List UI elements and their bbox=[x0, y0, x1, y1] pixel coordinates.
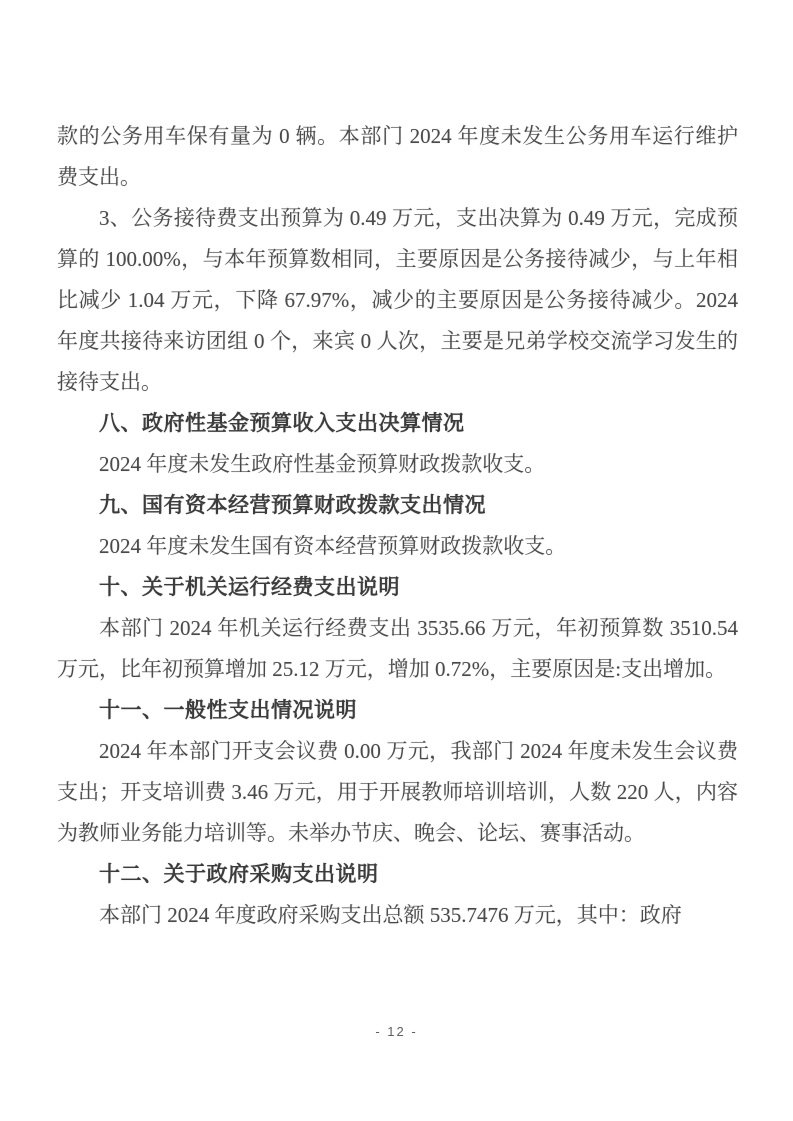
paragraph-agency-operating-expense: 本部门 2024 年机关运行经费支出 3535.66 万元，年初预算数 3510.54 万元，比年初预算增加 25.12 万元，增加 0.72%，主要原因是:支出增加。 bbox=[57, 616, 738, 681]
page-footer bbox=[0, 1024, 793, 1039]
paragraph-general-expense: 2024 年本部门开支会议费 0.00 万元，我部门 2024 年度未发生会议费支出；开支培训费 3.46 万元，用于开展教师培训培训，人数 220 人，内容为教师业务能力培训等。未举办节庆、晚会、论坛、赛事活动。 bbox=[57, 739, 738, 845]
section-heading-general-expense: 十一、一般性支出情况说明 bbox=[99, 698, 357, 722]
paragraph-government-procurement: 本部门 2024 年度政府采购支出总额 535.7476 万元，其中：政府 bbox=[99, 903, 682, 927]
paragraph-state-capital-budget: 2024 年度未发生国有资本经营预算财政拨款收支。 bbox=[99, 534, 567, 558]
section-heading-government-procurement: 十二、关于政府采购支出说明 bbox=[99, 862, 379, 886]
paragraph-vehicle-expense-continuation: 款的公务用车保有量为 0 辆。本部门 2024 年度未发生公务用车运行维护费支出。 bbox=[57, 124, 738, 189]
section-heading-state-capital-budget: 九、国有资本经营预算财政拨款支出情况 bbox=[99, 493, 486, 517]
page-content bbox=[57, 116, 738, 936]
paragraph-government-fund-budget: 2024 年度未发生政府性基金预算财政拨款收支。 bbox=[99, 452, 546, 476]
section-heading-government-fund-budget: 八、政府性基金预算收入支出决算情况 bbox=[99, 411, 465, 435]
paragraph-official-reception-expense: 3、公务接待费支出预算为 0.49 万元，支出决算为 0.49 万元，完成预算的 100.00%，与本年预算数相同，主要原因是公务接待减少，与上年相比减少 1.04 万元，下降 67.97%，减少的主要原因是公务接待减少。2024 年度共接待来访团组 0 个，来宾 0 人次，主要是兄弟学校交流学习发生的接待支出。 bbox=[57, 206, 738, 394]
section-heading-agency-operating-expense: 十、关于机关运行经费支出说明 bbox=[99, 575, 400, 599]
page-number: - 12 - bbox=[375, 1024, 418, 1039]
